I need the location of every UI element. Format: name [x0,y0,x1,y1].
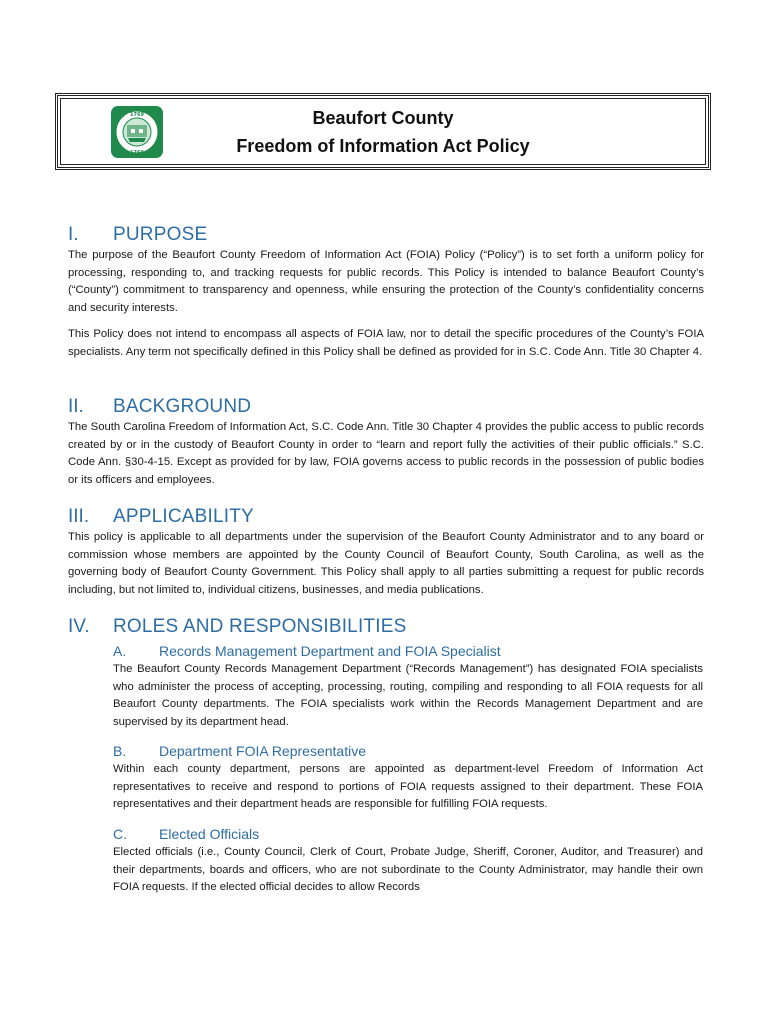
svg-text:1769: 1769 [130,150,144,156]
subsection-heading [113,824,703,844]
subsection-title: Elected Officials [159,826,260,842]
section-number: IV. [68,616,90,637]
paragraph: The South Carolina Freedom of Information Act, S.C. Code Ann. Title 30 Chapter 4 provides the public access to public records created by or in the custody of Beaufort County in order to “learn and report fully the activities of their public officials.” S.C. Code Ann. §30-4-15. Except as provided for by law, FOIA governs access to public records in the possession of public bodies or its officers and employees. [68,421,704,486]
svg-text:1769: 1769 [130,112,144,118]
paragraph: The purpose of the Beaufort County Freedom of Information Act (FOIA) Policy (“Policy”) is to set forth a uniform policy for processing, responding to, and tracking requests for public records. This Policy is intended to balance Beaufort County’s (“County”) commitment to transparency and openness, while ensuring the protection of the County’s confidentiality concerns and security interests. [68,249,704,314]
paragraph: Within each county department, persons are appointed as department-level Freedom of Information Act representatives to receive and respond to portions of FOIA requests assigned to their department. These FOIA representatives and their department heads are responsible for fulfilling FOIA requests. [113,763,703,810]
paragraph: This Policy does not intend to encompass all aspects of FOIA law, nor to detail the specific procedures of the County’s FOIA specialists. Any term not specifically defined in this Policy shall be defined as provided for in S.C. Code Ann. Title 30 Chapter 4. [68,328,704,358]
subsection-elected-officials [113,824,703,906]
subsection-letter: C. [113,826,127,842]
section-background [68,395,704,498]
section-number: II. [68,396,84,417]
section-purpose [68,223,704,370]
subsection-letter: A. [113,643,127,659]
section-title: ROLES AND RESPONSIBILITIES [113,616,407,637]
paragraph: This policy is applicable to all departments under the supervision of the Beaufort County Administrator and to any board or commission whose members are appointed by the County Council of Beaufort County, South Carolina, as well as the governing body of Beaufort County Government. This Policy shall apply to all parties submitting a request for public records including, but not limited to, individual citizens, businesses, and media publications. [68,531,704,596]
document-title-line1: Beaufort County [312,108,454,128]
section-title: APPLICABILITY [113,506,254,527]
document-title-line2: Freedom of Information Act Policy [236,136,530,156]
subsection-records-management [113,641,703,740]
section-heading [68,395,704,419]
document-header [55,93,711,170]
section-number: III. [68,506,90,527]
paragraph: Elected officials (i.e., County Council, Clerk of Court, Probate Judge, Sheriff, Coroner, Auditor, and Treasurer) and their departments, boards and officers, who are not subordinate to the County Administrator, may handle their own FOIA requests. If the elected official decides to allow Records [113,846,703,893]
subsection-heading [113,741,703,761]
paragraph: The Beaufort County Records Management Department (“Records Management”) has designated FOIA specialists who administer the process of accepting, processing, routing, compiling and responding to all FOIA requests for all Beaufort County departments. The FOIA specialists work within the Records Management Department and are supervised by its department head. [113,663,703,728]
section-title: PURPOSE [113,224,208,245]
section-number: I. [68,224,79,245]
subsection-heading [113,641,703,661]
section-heading [68,615,704,639]
section-roles-responsibilities [68,615,704,639]
subsection-department-foia-representative [113,741,703,823]
section-heading [68,223,704,247]
subsection-letter: B. [113,743,127,759]
subsection-title: Records Management Department and FOIA Specialist [159,643,501,659]
section-title: BACKGROUND [113,396,252,417]
section-applicability [68,505,704,608]
subsection-title: Department FOIA Representative [159,743,366,759]
section-heading [68,505,704,529]
